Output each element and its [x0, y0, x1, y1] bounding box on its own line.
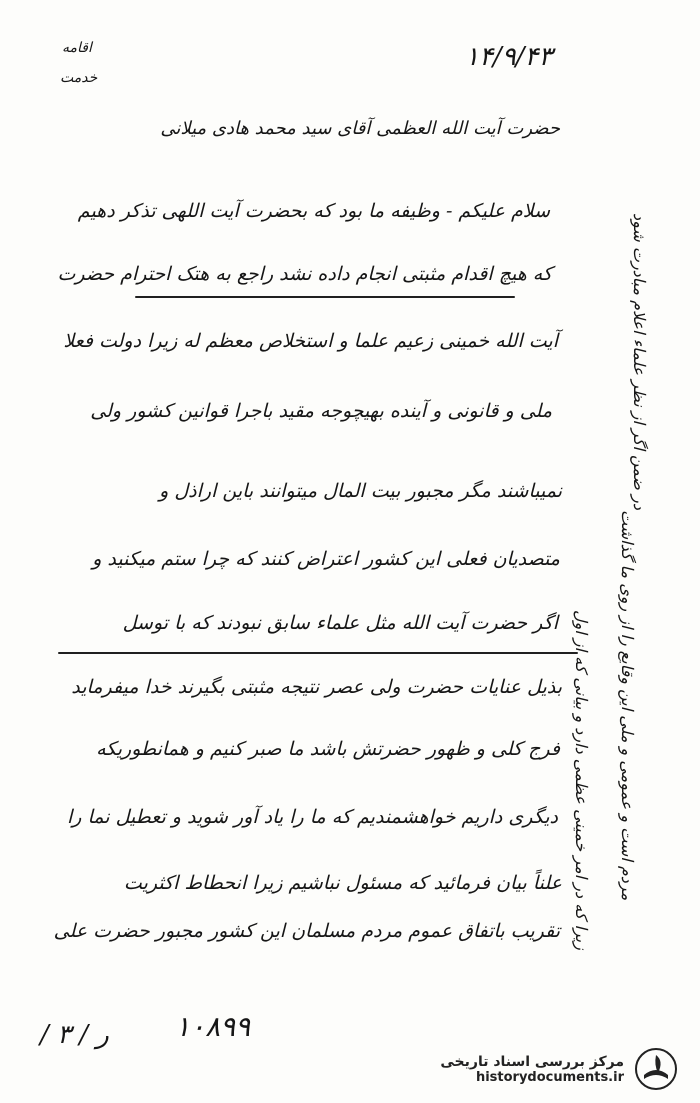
underline-rule: [135, 296, 515, 298]
top-left-note-line-1: اقامه: [62, 40, 92, 56]
body-line-6: متصدیان فعلی این کشور اعتراض کنند که چرا ستم میکنید و: [92, 548, 560, 570]
top-left-note-line-2: خدمت: [60, 70, 98, 86]
body-line-4: ملی و قانونی و آینده بهیچوجه مقید باجرا قوانین کشور ولی: [90, 400, 552, 422]
watermark-url: historydocuments.ir: [475, 1069, 624, 1085]
body-line-2: که هیچ اقدام مثبتی انجام داده نشد راجع به هتک احترام حضرت: [57, 263, 552, 285]
watermark-title: مرکز بررسی اسناد تاریخی: [440, 1053, 624, 1070]
bottom-marks: ر / ۳ /: [40, 1020, 109, 1050]
watermark: [440, 1047, 678, 1091]
underline-rule: [58, 652, 578, 654]
body-line-5: نمیباشند مگر مجبور بیت المال میتوانند باین اراذل و: [159, 480, 562, 502]
body-line-7: اگر حضرت آیت الله مثل علماء سابق نبودند که با توسل: [122, 612, 558, 634]
bottom-reference-number: ۱۰۸۹۹: [175, 1010, 251, 1043]
body-line-3: آیت الله خمینی زعیم علما و استخلاص معظم له زیرا دولت فعلا: [63, 330, 558, 352]
watermark-text: [440, 1054, 624, 1085]
body-line-12: تقریب باتفاق عموم مردم مسلمان این کشور مجبور حضرت علی: [53, 920, 560, 942]
header-number: ۱۴/۹/۴۳: [465, 42, 553, 72]
margin-column-1: در ضمن اگر از نظر علماء اعلام مبادرت شود: [630, 213, 649, 510]
margin-column-2: زیرا که در امر خمینی عظمی دارد و بیانی که از اول: [572, 610, 591, 950]
body-line-9: فرج کلی و ظهور حضرتش باشد ما صبر کنیم و همانطوریکه: [96, 738, 560, 760]
body-line-11: علناً بیان فرمائید که مسئول نباشیم زیرا انحطاط اکثریت: [123, 872, 562, 894]
body-line-8: بذیل عنایات حضرت ولی عصر نتیجه مثبتی بگیرند خدا میفرماید: [71, 676, 562, 698]
body-line-10: دیگری داریم خواهشمندیم که ما را یاد آور شوید و تعطیل نما را: [66, 806, 558, 828]
book-feather-logo-icon: [634, 1047, 678, 1091]
salutation: حضرت آیت الله العظمی آقای سید محمد هادی میلانی: [160, 118, 560, 139]
body-line-1: سلام علیکم - وظیفه ما بود که بحضرت آیت اللهی تذکر دهیم: [77, 200, 550, 222]
margin-column-3: مردم است و عمومی و ملی این وقایع را از روی ما گذاشت: [618, 509, 637, 900]
